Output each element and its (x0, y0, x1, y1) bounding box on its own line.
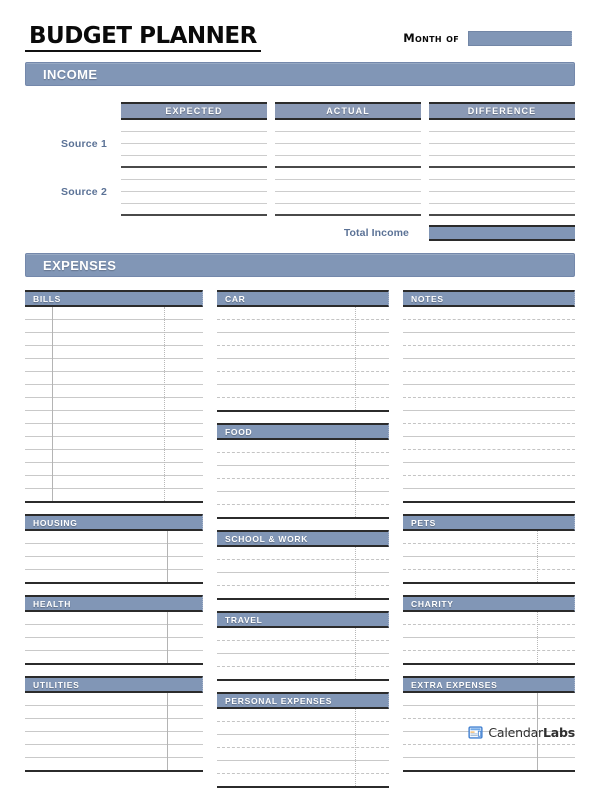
entry-row[interactable] (217, 641, 389, 654)
entry-row[interactable] (25, 758, 203, 770)
entry-row[interactable] (217, 385, 389, 398)
rule-bold (429, 156, 575, 168)
block-lines-car[interactable] (217, 307, 389, 412)
expenses-column-middle (217, 290, 389, 788)
block-lines-bills[interactable] (25, 307, 203, 503)
entry-row[interactable] (25, 570, 203, 582)
month-input[interactable] (468, 31, 572, 46)
page-header (25, 0, 575, 62)
entry-row[interactable] (403, 489, 575, 501)
block-header-notes: NOTES (403, 290, 575, 307)
block-food (217, 423, 389, 519)
rule (429, 192, 575, 204)
brand-calendar: Calendar (488, 725, 543, 740)
calendar-icon (468, 725, 483, 740)
entry-row[interactable] (403, 745, 575, 758)
entry-row[interactable] (25, 557, 203, 570)
entry-row[interactable] (25, 719, 203, 732)
block-lines-travel[interactable] (217, 628, 389, 681)
entry-row[interactable] (217, 761, 389, 774)
col-gap-2 (421, 102, 429, 120)
column-divider (52, 307, 53, 501)
entry-row[interactable] (25, 732, 203, 745)
source-2-expected-field[interactable] (121, 168, 267, 216)
column-divider (164, 307, 165, 501)
column-divider (167, 612, 168, 663)
entry-row[interactable] (217, 466, 389, 479)
income-corner-spacer (25, 102, 121, 120)
entry-row[interactable] (403, 531, 575, 544)
entry-row[interactable] (403, 307, 575, 320)
brand-labs: Labs (543, 725, 575, 740)
entry-row[interactable] (403, 372, 575, 385)
entry-row[interactable] (403, 385, 575, 398)
block-health (25, 595, 203, 665)
col-gap-1 (267, 168, 275, 216)
entry-row[interactable] (403, 638, 575, 651)
rule (275, 192, 421, 204)
block-lines-utilities[interactable] (25, 693, 203, 772)
rule (121, 132, 267, 144)
source-2-difference-field[interactable] (429, 168, 575, 216)
column-divider (537, 612, 538, 663)
block-header-health: HEALTH (25, 595, 203, 612)
column-divider (355, 547, 356, 598)
block-header-car: CAR (217, 290, 389, 307)
rule (275, 120, 421, 132)
block-lines-housing[interactable] (25, 531, 203, 584)
entry-row[interactable] (217, 505, 389, 517)
month-of-label: Month of (403, 31, 459, 45)
income-banner (25, 62, 575, 86)
entry-row[interactable] (25, 693, 203, 706)
entry-row[interactable] (403, 359, 575, 372)
entry-row[interactable] (403, 346, 575, 359)
entry-row[interactable] (25, 531, 203, 544)
entry-row[interactable] (217, 722, 389, 735)
rule (275, 132, 421, 144)
entry-row[interactable] (217, 320, 389, 333)
block-travel (217, 611, 389, 681)
rule (429, 168, 575, 180)
entry-row[interactable] (403, 625, 575, 638)
entry-row[interactable] (25, 612, 203, 625)
entry-row[interactable] (403, 544, 575, 557)
entry-row[interactable] (217, 573, 389, 586)
entry-row[interactable] (217, 709, 389, 722)
entry-row[interactable] (217, 359, 389, 372)
column-divider (355, 307, 356, 410)
col-gap-2 (421, 120, 429, 168)
entry-row[interactable] (25, 638, 203, 651)
block-charity (403, 595, 575, 665)
entry-row[interactable] (25, 625, 203, 638)
block-header-charity: CHARITY (403, 595, 575, 612)
block-lines-pets[interactable] (403, 531, 575, 584)
entry-row[interactable] (403, 706, 575, 719)
block-bills (25, 290, 203, 503)
total-income-row (25, 225, 575, 241)
rule (121, 144, 267, 156)
entry-row[interactable] (403, 612, 575, 625)
entry-row[interactable] (403, 424, 575, 437)
column-header-difference: DIFFERENCE (429, 102, 575, 120)
column-header-actual: ACTUAL (275, 102, 421, 120)
block-personal-expenses (217, 692, 389, 788)
rule-bold (429, 204, 575, 216)
block-header-personal-expenses: PERSONAL EXPENSES (217, 692, 389, 709)
expenses-column-right (403, 290, 575, 788)
expenses-banner (25, 253, 575, 277)
entry-row[interactable] (217, 586, 389, 598)
expenses-columns (25, 277, 575, 788)
column-divider (537, 531, 538, 582)
block-lines-personal-expenses[interactable] (217, 709, 389, 788)
column-divider (355, 709, 356, 786)
rule-bold (121, 156, 267, 168)
block-pets (403, 514, 575, 584)
entry-row[interactable] (403, 463, 575, 476)
source-2-label: Source 2 (61, 186, 107, 198)
entry-row[interactable] (217, 346, 389, 359)
block-header-housing: HOUSING (25, 514, 203, 531)
expenses-section (25, 241, 575, 788)
total-income-label: Total Income (343, 227, 409, 239)
block-utilities (25, 676, 203, 772)
rule (121, 180, 267, 192)
entry-row[interactable] (403, 411, 575, 424)
col-gap-1 (267, 120, 275, 168)
entry-row[interactable] (217, 333, 389, 346)
entry-row[interactable] (403, 333, 575, 346)
entry-row[interactable] (217, 307, 389, 320)
source-1-actual-field[interactable] (275, 120, 421, 168)
source-1-label: Source 1 (61, 138, 107, 150)
rule (275, 168, 421, 180)
entry-row[interactable] (217, 398, 389, 410)
expenses-banner-label: EXPENSES (43, 257, 117, 273)
block-car (217, 290, 389, 412)
block-header-utilities: UTILITIES (25, 676, 203, 693)
block-lines-charity[interactable] (403, 612, 575, 665)
rule (275, 144, 421, 156)
block-notes (403, 290, 575, 503)
entry-row[interactable] (25, 706, 203, 719)
block-housing (25, 514, 203, 584)
entry-row[interactable] (217, 667, 389, 679)
entry-row[interactable] (403, 570, 575, 582)
entry-row[interactable] (217, 547, 389, 560)
entry-row[interactable] (403, 758, 575, 770)
block-header-pets: PETS (403, 514, 575, 531)
entry-row[interactable] (217, 735, 389, 748)
col-gap-2 (421, 168, 429, 216)
entry-row[interactable] (217, 774, 389, 786)
entry-row[interactable] (217, 372, 389, 385)
entry-row[interactable] (403, 398, 575, 411)
rule (429, 144, 575, 156)
entry-row[interactable] (217, 560, 389, 573)
entry-row[interactable] (403, 476, 575, 489)
income-section (25, 86, 575, 241)
column-divider (355, 440, 356, 517)
block-header-travel: TRAVEL (217, 611, 389, 628)
column-header-expected: EXPECTED (121, 102, 267, 120)
column-divider (355, 628, 356, 679)
income-banner-label: INCOME (43, 66, 98, 82)
entry-row[interactable] (403, 450, 575, 463)
footer-brand[interactable] (468, 725, 575, 740)
total-income-field[interactable] (429, 225, 575, 241)
entry-row[interactable] (403, 693, 575, 706)
block-header-food: FOOD (217, 423, 389, 440)
source-1-expected-field[interactable] (121, 120, 267, 168)
block-extra-expenses (403, 676, 575, 772)
entry-row[interactable] (217, 453, 389, 466)
entry-row[interactable] (217, 654, 389, 667)
column-divider (167, 531, 168, 582)
block-lines-school-work[interactable] (217, 547, 389, 600)
block-header-extra-expenses: EXTRA EXPENSES (403, 676, 575, 693)
rule (121, 168, 267, 180)
entry-row[interactable] (25, 745, 203, 758)
brand-text (488, 725, 575, 740)
entry-row[interactable] (403, 557, 575, 570)
rule (275, 180, 421, 192)
entry-row[interactable] (217, 628, 389, 641)
month-of-group (403, 31, 575, 46)
rule-bold (121, 204, 267, 216)
source-2-actual-field[interactable] (275, 168, 421, 216)
entry-row[interactable] (217, 479, 389, 492)
rule-bold (275, 204, 421, 216)
rule (429, 180, 575, 192)
income-table (25, 102, 575, 216)
expenses-column-left (25, 290, 203, 788)
rule (121, 120, 267, 132)
entry-row[interactable] (403, 320, 575, 333)
block-header-bills: BILLS (25, 290, 203, 307)
rule-bold (275, 156, 421, 168)
page-title: BUDGET PLANNER (25, 24, 261, 51)
source-1-difference-field[interactable] (429, 120, 575, 168)
rule (429, 132, 575, 144)
entry-row[interactable] (403, 437, 575, 450)
entry-row[interactable] (25, 651, 203, 663)
col-gap-1 (267, 102, 275, 120)
entry-row[interactable] (217, 492, 389, 505)
block-lines-health[interactable] (25, 612, 203, 665)
entry-row[interactable] (25, 544, 203, 557)
entry-row[interactable] (217, 440, 389, 453)
column-divider (167, 693, 168, 770)
block-school-work (217, 530, 389, 600)
rule (429, 120, 575, 132)
block-lines-notes[interactable] (403, 307, 575, 503)
block-lines-food[interactable] (217, 440, 389, 519)
rule (121, 192, 267, 204)
block-header-school-work: SCHOOL & WORK (217, 530, 389, 547)
entry-row[interactable] (403, 651, 575, 663)
